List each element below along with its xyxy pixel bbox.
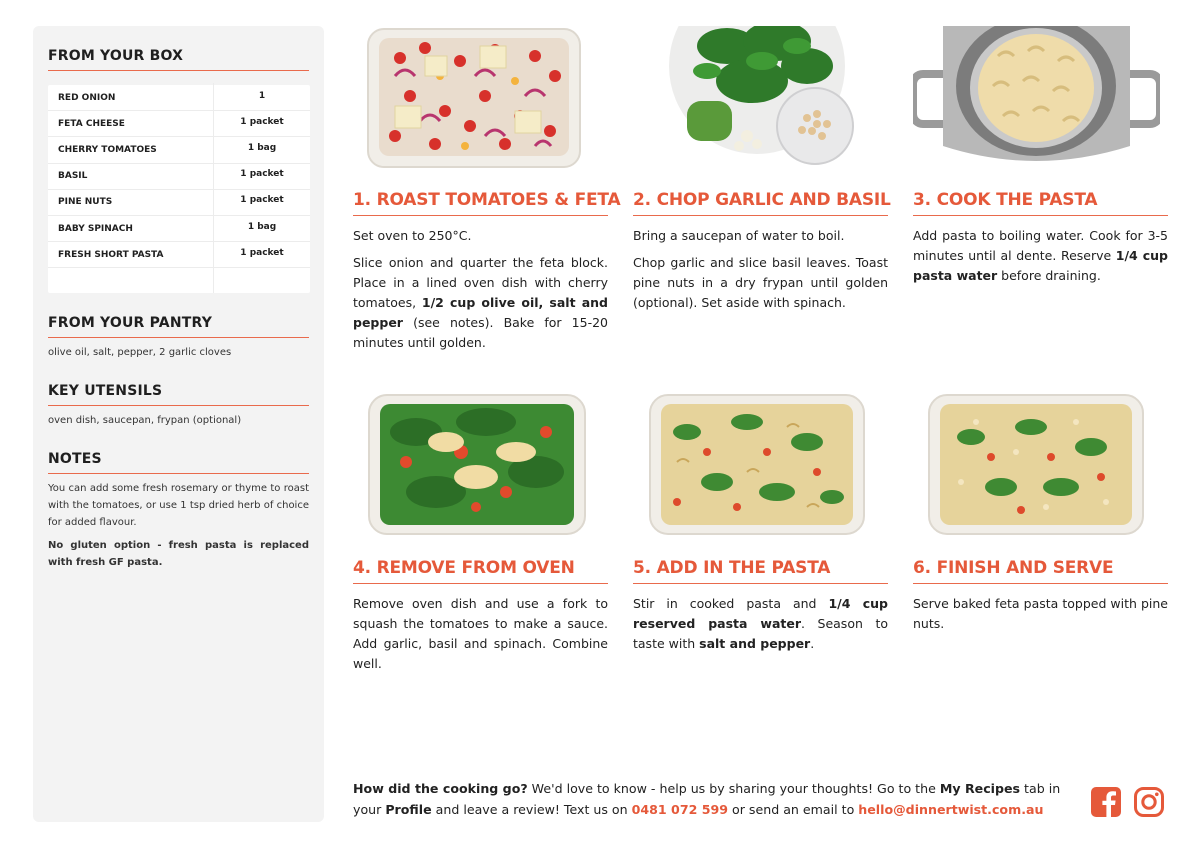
pasta-dish-photo bbox=[647, 392, 867, 537]
ingredients-table bbox=[48, 85, 310, 293]
step-title: 4. REMOVE FROM OVEN bbox=[353, 558, 608, 584]
greens-plate-photo bbox=[667, 26, 863, 170]
step-body bbox=[633, 594, 888, 654]
step-text: Set oven to 250°C. bbox=[353, 228, 472, 243]
ingredient-qty: 1 packet bbox=[213, 109, 310, 134]
step-title: 1. ROAST TOMATOES & FETA bbox=[353, 190, 608, 216]
feedback-footer: How did the cooking go? We'd love to know - help us by sharing your thoughts! Go to the My Recipes tab in your Profile and leave a review! Text us on 0481 072 599 or send an email to hello@dinnertwist.com.au bbox=[353, 781, 1061, 817]
footer-question: How did the cooking go? bbox=[353, 781, 528, 796]
table-row bbox=[48, 190, 310, 216]
instagram-icon[interactable] bbox=[1133, 786, 1165, 818]
ingredient-name: BABY SPINACH bbox=[58, 223, 133, 234]
notes-text: You can add some fresh rosemary or thyme to roast with the tomatoes, or use 1 tsp dried herb of choice for added flavour. bbox=[48, 483, 309, 528]
step-2 bbox=[633, 190, 891, 320]
utensils-title: KEY UTENSILS bbox=[48, 383, 309, 406]
step-text: Chop garlic and slice basil leaves. Toast pine nuts in a dry frypan until golden (optional). Set aside with spinach. bbox=[633, 255, 888, 310]
step-6 bbox=[913, 558, 1168, 641]
ingredient-qty: 1 packet bbox=[213, 188, 310, 213]
step-title: 6. FINISH AND SERVE bbox=[913, 558, 1168, 584]
ingredient-qty: 1 bag bbox=[213, 135, 310, 160]
ingredient-qty: 1 packet bbox=[213, 162, 310, 187]
profile-link[interactable]: Profile bbox=[385, 802, 432, 817]
finished-dish-photo bbox=[926, 392, 1146, 537]
pasta-pot-photo bbox=[913, 26, 1160, 170]
utensils-text: oven dish, saucepan, frypan (optional) bbox=[48, 415, 242, 426]
table-row bbox=[48, 85, 310, 111]
ingredient-name: RED ONION bbox=[58, 92, 116, 103]
ingredient-name: FRESH SHORT PASTA bbox=[58, 249, 164, 260]
step-text: Remove oven dish and use a fork to squash the tomatoes to make a sauce. Add garlic, basil and spinach. Combine well. bbox=[353, 596, 608, 671]
step-text: Stir in cooked pasta and 1/4 cup reserved pasta water. Season to taste with salt and pepper. bbox=[633, 596, 888, 651]
step-1 bbox=[353, 190, 621, 360]
facebook-icon[interactable] bbox=[1090, 786, 1122, 818]
step-title: 3. COOK THE PASTA bbox=[913, 190, 1168, 216]
step-4 bbox=[353, 558, 608, 681]
oven-dish-spinach-photo bbox=[366, 392, 588, 537]
step-3 bbox=[913, 190, 1168, 293]
pantry-text: olive oil, salt, pepper, 2 garlic cloves bbox=[48, 347, 232, 358]
step-text: Serve baked feta pasta topped with pine nuts. bbox=[913, 596, 1168, 631]
ingredient-name: BASIL bbox=[58, 171, 88, 182]
step-text: Slice onion and quarter the feta block. Place in a lined oven dish with cherry tomatoes, 1/2 cup olive oil, salt and pepper (see notes). Bake for 15-20 minutes until golden. bbox=[353, 255, 608, 350]
roast-tray-photo bbox=[365, 26, 583, 170]
table-row bbox=[48, 242, 310, 268]
step-text: Add pasta to boiling water. Cook for 3-5 minutes until al dente. Reserve 1/4 cup pasta water before draining. bbox=[913, 228, 1168, 283]
ingredient-qty: 1 bag bbox=[213, 214, 310, 239]
table-row bbox=[48, 164, 310, 190]
notes-gluten-free: No gluten option - fresh pasta is replaced with fresh GF pasta. bbox=[48, 540, 309, 568]
notes-title: NOTES bbox=[48, 451, 309, 474]
ingredient-name: FETA CHEESE bbox=[58, 118, 125, 129]
step-text: Bring a saucepan of water to boil. bbox=[633, 228, 845, 243]
step-title: 5. ADD IN THE PASTA bbox=[633, 558, 888, 584]
email-link[interactable]: hello@dinnertwist.com.au bbox=[858, 802, 1044, 817]
table-row bbox=[48, 137, 310, 163]
step-5 bbox=[633, 558, 888, 661]
table-row bbox=[48, 111, 310, 137]
step-body bbox=[353, 226, 608, 353]
step-body bbox=[913, 594, 1168, 634]
step-body bbox=[913, 226, 1168, 286]
step-body bbox=[633, 226, 888, 313]
step-body bbox=[353, 594, 608, 674]
ingredient-name: PINE NUTS bbox=[58, 197, 113, 208]
table-row bbox=[48, 216, 310, 242]
ingredient-qty: 1 packet bbox=[213, 240, 310, 265]
box-section-title: FROM YOUR BOX bbox=[48, 48, 309, 71]
ingredient-qty: 1 bbox=[213, 83, 310, 108]
ingredient-name: CHERRY TOMATOES bbox=[58, 144, 157, 155]
phone-link[interactable]: 0481 072 599 bbox=[631, 802, 729, 817]
ingredients-sidebar bbox=[33, 26, 324, 822]
step-title: 2. CHOP GARLIC AND BASIL bbox=[633, 190, 888, 216]
my-recipes-link[interactable]: My Recipes bbox=[939, 781, 1021, 796]
pantry-title: FROM YOUR PANTRY bbox=[48, 315, 309, 338]
